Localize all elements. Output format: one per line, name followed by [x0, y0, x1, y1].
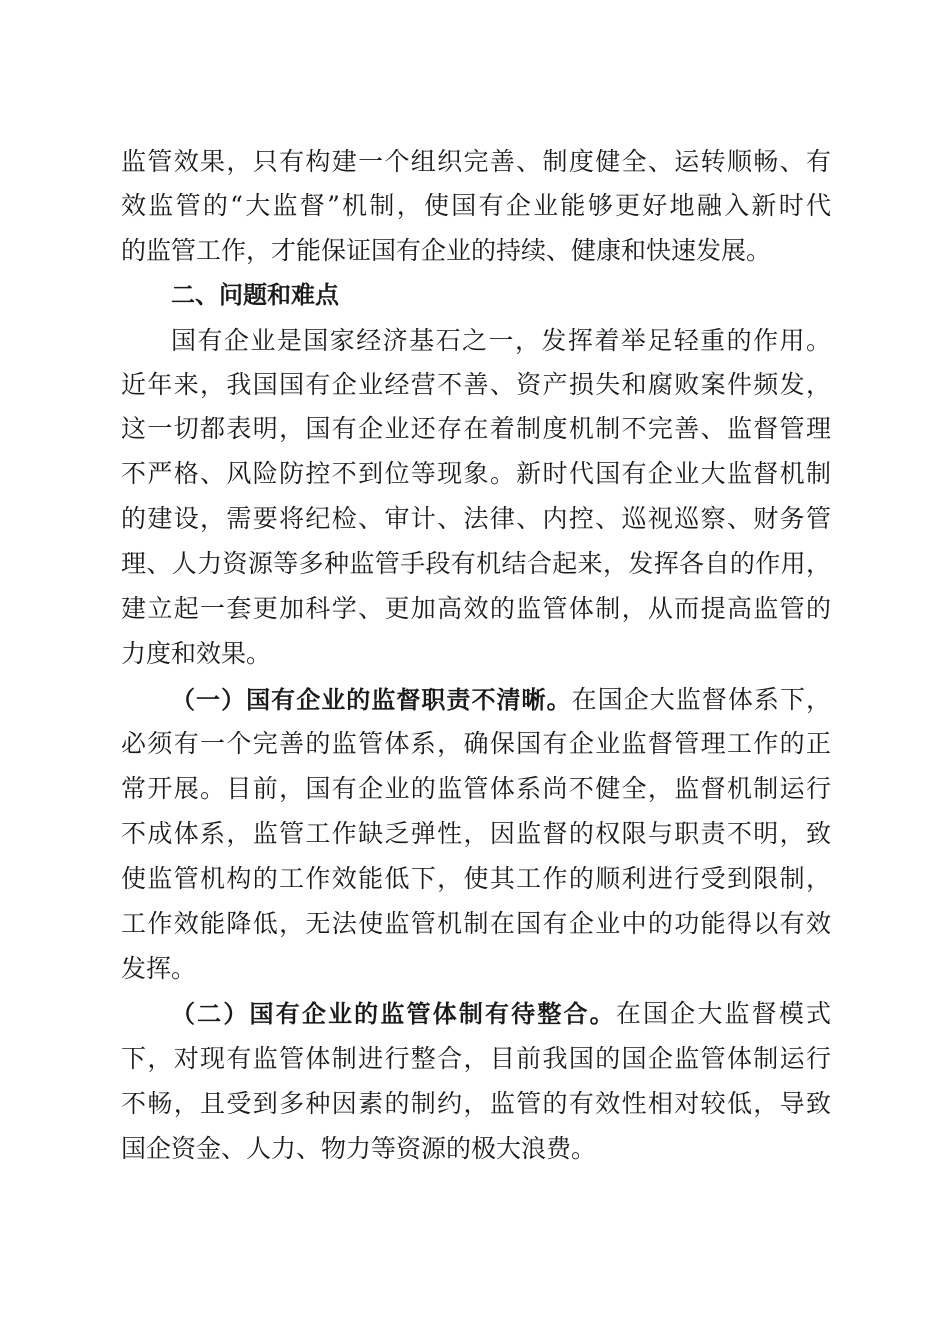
- subsection-1-line-5: 使监管机构的工作效能低下，使其工作的顺利进行受到限制，: [121, 864, 831, 893]
- subsection-2-first-line-rest: 在国企大监督模式: [615, 999, 831, 1028]
- intro-line-2: 效监管的“大监督”机制，使国有企业能够更好地融入新时代: [121, 191, 831, 220]
- subsection-1-title: （一）国有企业的监督职责不清晰。: [171, 686, 572, 714]
- subsection-1-line-4: 不成体系，监管工作缺乏弹性，因监督的权限与职责不明，致: [121, 819, 831, 848]
- subsection-1-line-7: 发挥。: [121, 954, 197, 983]
- section-line-7: 建立起一套更加科学、更加高效的监管体制，从而提高监管的: [121, 594, 831, 623]
- subsection-1-line-3: 常开展。目前，国有企业的监管体系尚不健全，监督机制运行: [121, 774, 831, 803]
- section-line-8: 力度和效果。: [121, 639, 272, 668]
- section-line-2: 近年来，我国国有企业经营不善、资产损失和腐败案件频发，: [121, 370, 831, 399]
- subsection-1-line-2: 必须有一个完善的监管体系，确保国有企业监督管理工作的正: [121, 729, 831, 758]
- section-line-6: 理、人力资源等多种监管手段有机结合起来，发挥各自的作用，: [121, 549, 831, 578]
- section-line-4: 不严格、风险防控不到位等现象。新时代国有企业大监督机制: [121, 459, 831, 488]
- section-line-5: 的建设，需要将纪检、审计、法律、内控、巡视巡察、财务管: [121, 504, 831, 533]
- subsection-2-line-4: 国企资金、人力、物力等资源的极大浪费。: [121, 1134, 597, 1163]
- section-heading: 二、问题和难点: [171, 281, 339, 309]
- subsection-2-title: （二）国有企业的监管体制有待整合。: [171, 1000, 616, 1028]
- subsection-1-first-line: [171, 684, 831, 716]
- subsection-1-line-6: 工作效能降低，无法使监管机制在国有企业中的功能得以有效: [121, 909, 831, 938]
- intro-line-1: 监管效果，只有构建一个组织完善、制度健全、运转顺畅、有: [121, 147, 831, 176]
- intro-line-3: 的监管工作，才能保证国有企业的持续、健康和快速发展。: [121, 236, 772, 265]
- section-line-1: 国有企业是国家经济基石之一，发挥着举足轻重的作用。: [171, 326, 831, 355]
- subsection-2-line-2: 下，对现有监管体制进行整合，目前我国的国企监管体制运行: [121, 1044, 831, 1073]
- subsection-1-first-line-rest: 在国企大监督体系下，: [571, 685, 831, 714]
- subsection-2-first-line: [171, 998, 831, 1030]
- section-line-3: 这一切都表明，国有企业还存在着制度机制不完善、监督管理: [121, 414, 831, 443]
- subsection-2-line-3: 不畅，且受到多种因素的制约，监管的有效性相对较低，导致: [121, 1089, 831, 1118]
